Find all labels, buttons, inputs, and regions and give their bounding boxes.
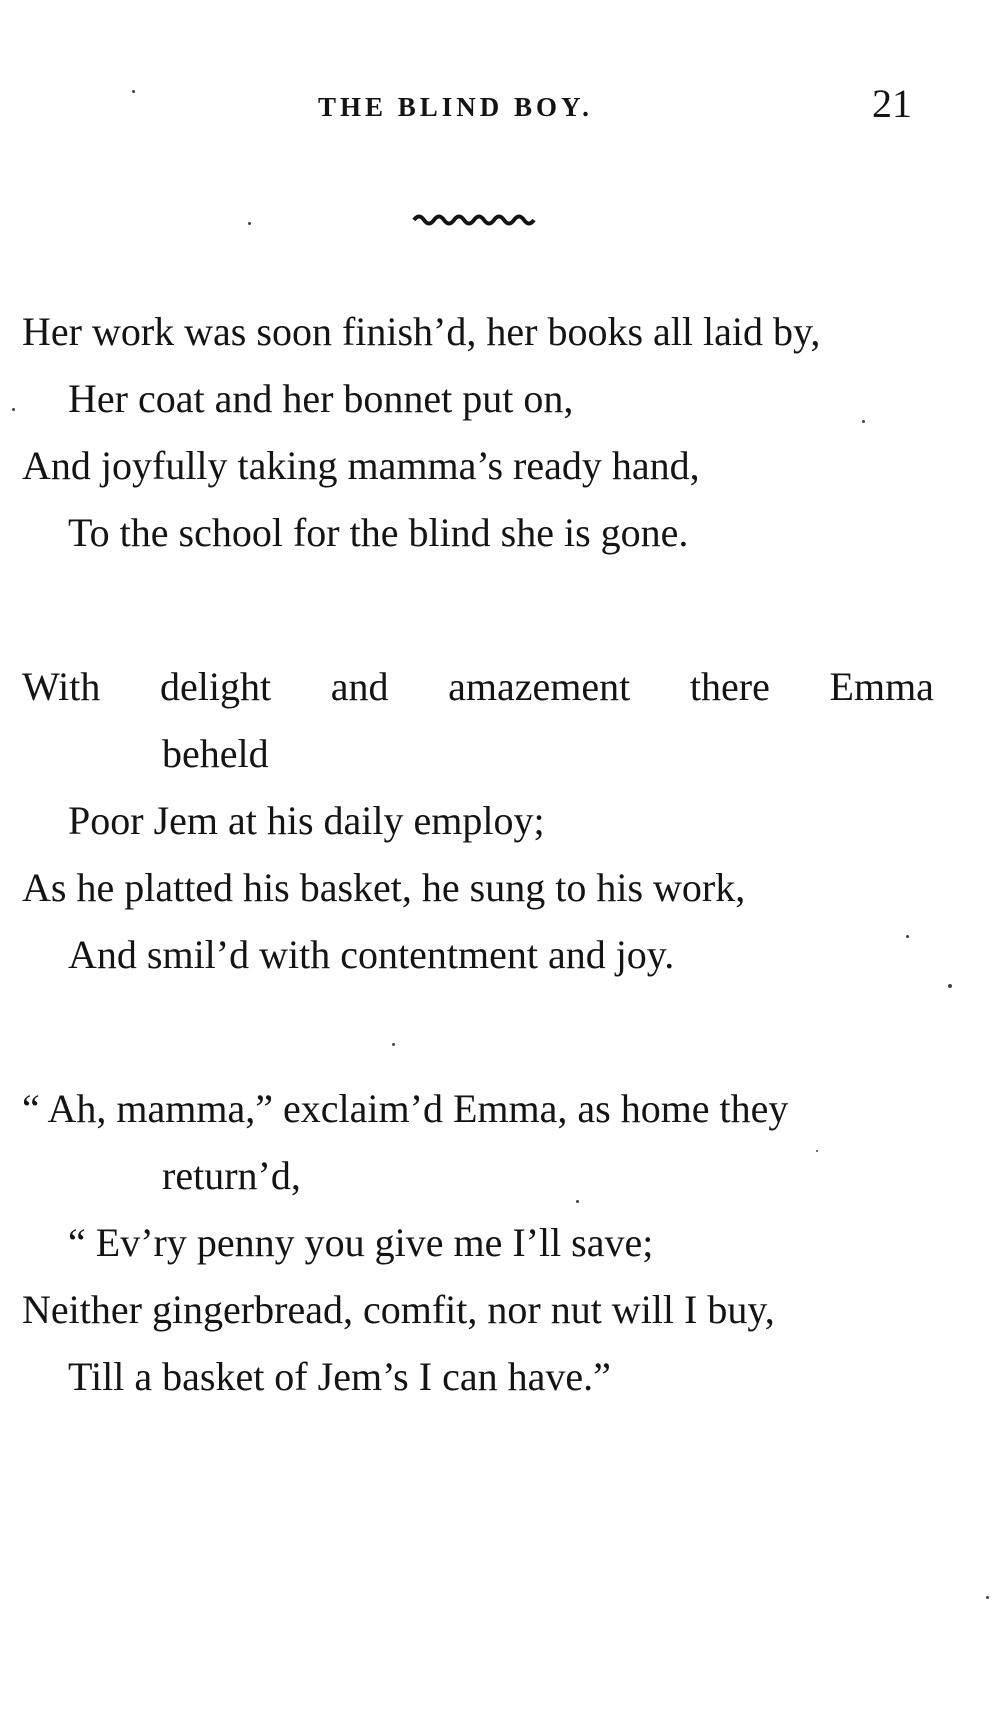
- print-speck: [862, 420, 865, 423]
- verse-word: there: [689, 664, 770, 709]
- verse-line: “ Ah, mamma,” exclaim’d Emma, as home they: [22, 1086, 789, 1131]
- print-speck: [816, 1150, 818, 1152]
- print-speck: [12, 408, 15, 411]
- verse-line: beheld: [162, 731, 269, 776]
- verse-word: and: [330, 664, 389, 709]
- verse-line: return’d,: [162, 1153, 301, 1198]
- verse-word: Emma: [829, 664, 934, 709]
- verse-line: Neither gingerbread, comfit, nor nut will I buy,: [22, 1287, 775, 1332]
- print-speck: [248, 222, 251, 225]
- verse-line: To the school for the blind she is gone.: [68, 510, 689, 555]
- verse-line: Her work was soon finish’d, her books all laid by,: [22, 309, 821, 354]
- verse-line: “ Ev’ry penny you give me I’ll save;: [68, 1220, 654, 1265]
- verse-word: delight: [160, 664, 272, 709]
- wavy-ornament-icon: [412, 212, 536, 226]
- verse-line: Till a basket of Jem’s I can have.”: [68, 1354, 611, 1399]
- verse-line: As he platted his basket, he sung to his work,: [22, 865, 746, 910]
- running-head-title: THE BLIND BOY.: [318, 92, 593, 122]
- verse-line: Poor Jem at his daily employ;: [68, 798, 545, 843]
- print-speck: [132, 90, 135, 93]
- print-speck: [948, 984, 952, 988]
- verse-line-justified: [22, 663, 934, 711]
- page-number: 21: [872, 81, 912, 126]
- verse-line: Her coat and her bonnet put on,: [68, 376, 574, 421]
- verse-word: With: [22, 664, 101, 709]
- verse-word: amazement: [448, 664, 631, 709]
- print-speck: [576, 1200, 579, 1203]
- print-speck: [906, 935, 909, 938]
- print-speck: [986, 1596, 989, 1599]
- print-speck: [392, 1043, 395, 1046]
- verse-line: And joyfully taking mamma’s ready hand,: [22, 443, 700, 488]
- verse-line: And smil’d with contentment and joy.: [68, 932, 675, 977]
